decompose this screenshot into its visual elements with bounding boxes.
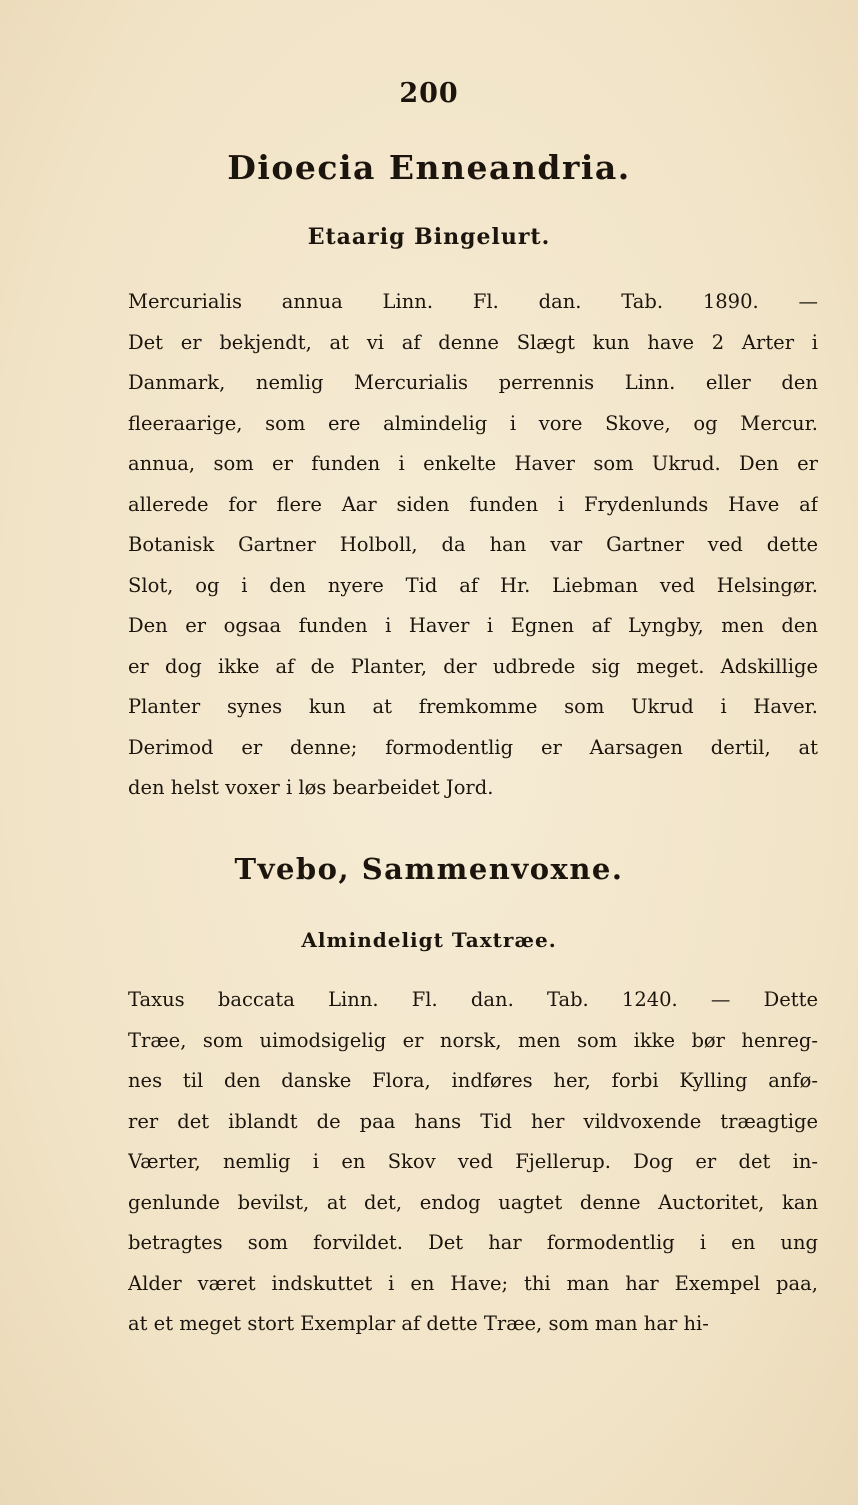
- section-subtitle-bingelurt: Etaarig Bingelurt.: [307, 224, 551, 250]
- section-subtitle-taxtraee: Almindeligt Taxtræe.: [301, 928, 557, 952]
- paragraph-taxus: [128, 980, 818, 1345]
- text-line: Alder været indskuttet i en Have; thi man har Exempel paa,: [128, 1271, 818, 1295]
- text-line: rer det iblandt de paa hans Tid her vildvoxende træagtige: [128, 1109, 818, 1133]
- text-line: genlunde bevilst, at det, endog uagtet denne Auctoritet, kan: [128, 1190, 818, 1214]
- text-line: Det er bekjendt, at vi af denne Slægt kun have 2 Arter i: [128, 330, 818, 354]
- section-title-dioecia: Dioecia Enneandria.: [227, 148, 631, 187]
- text-line: er dog ikke af de Planter, der udbrede sig meget. Adskillige: [128, 654, 818, 678]
- text-line: Den er ogsaa funden i Haver i Egnen af Lyngby, men den: [128, 614, 818, 637]
- text-line: Slot, og i den nyere Tid af Hr. Liebman ved Helsingør.: [128, 573, 818, 597]
- text-line: Planter synes kun at fremkomme som Ukrud i Haver.: [128, 695, 818, 718]
- text-line: Mercurialis annua Linn. Fl. dan. Tab. 1890. —: [128, 290, 818, 313]
- text-line: Træe, som uimodsigelig er norsk, men som ikke bør henreg-: [128, 1028, 818, 1052]
- section-title-tvebo: Tvebo, Sammenvoxne.: [234, 852, 624, 886]
- text-line: at et meget stort Exemplar af dette Træe, som man har hi-: [128, 1312, 709, 1335]
- text-line: den helst voxer i løs bearbeidet Jord.: [128, 776, 494, 799]
- text-line: Derimod er denne; formodentlig er Aarsagen dertil, at: [128, 735, 818, 759]
- text-line: allerede for flere Aar siden funden i Frydenlunds Have af: [128, 492, 818, 516]
- text-line: betragtes som forvildet. Det har formodentlig i en ung: [128, 1231, 818, 1254]
- text-line: annua, som er funden i enkelte Haver som Ukrud. Den er: [128, 452, 818, 475]
- page-number: 200: [399, 78, 459, 109]
- text-line: Værter, nemlig i en Skov ved Fjellerup. Dog er det in-: [128, 1150, 818, 1173]
- text-line: nes til den danske Flora, indføres her, forbi Kylling anfø-: [128, 1069, 818, 1092]
- text-line: Taxus baccata Linn. Fl. dan. Tab. 1240. — Dette: [128, 988, 818, 1011]
- text-line: Danmark, nemlig Mercurialis perrennis Linn. eller den: [128, 371, 818, 394]
- text-line: fleeraarige, som ere almindelig i vore Skove, og Mercur.: [128, 411, 818, 435]
- text-line: Botanisk Gartner Holboll, da han var Gartner ved dette: [128, 533, 818, 556]
- paragraph-mercurialis: [128, 282, 818, 809]
